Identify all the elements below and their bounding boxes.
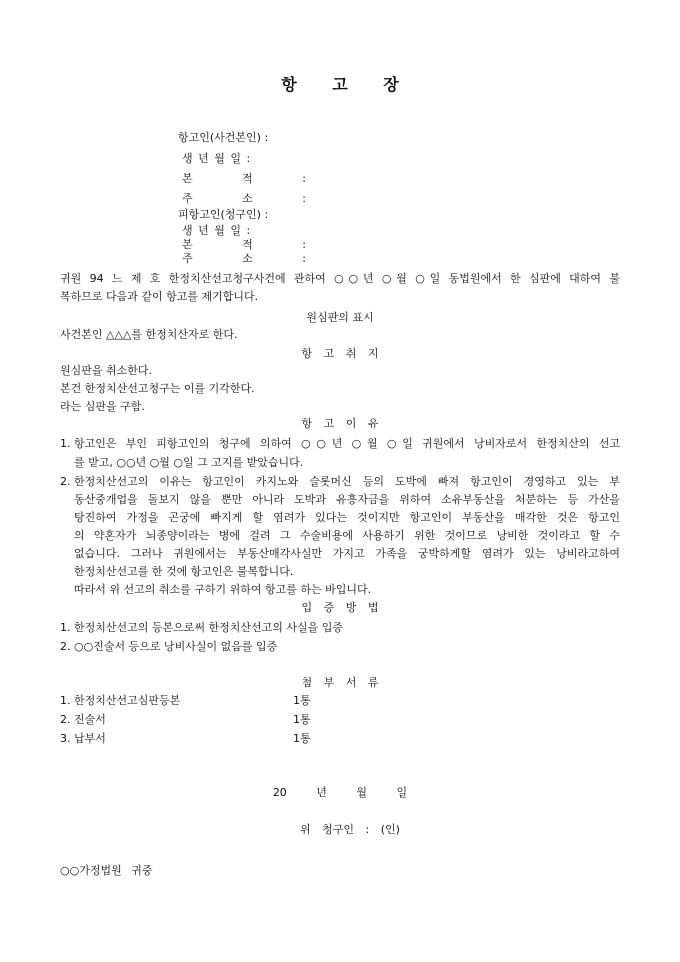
attachment-name-1: 1. 한정치산선고심판등본 [60,694,181,707]
reason-item-2 [60,475,620,605]
attachments-heading: 첨 부 서 류 [301,676,379,689]
reason-1-line-2: 를 받고, ○○년 ○월 ○일 그 고지를 받았습니다. [74,456,304,469]
evidence-heading: 입 증 방 법 [301,601,379,614]
reason-2-line-5: 없습니다. 그러나 귀원에서는 부동산매각사실만 가지고 가족을 궁박하게할 염려가 있는 낭비라고하여 [74,547,620,560]
original-heading: 원심판의 표시 [306,311,374,324]
appellant-address: 주 소 : [182,192,306,205]
appellee-domicile: 본 적 : [182,238,306,251]
attachment-qty-2: 1통 [293,713,311,726]
appellee-address: 주 소 : [182,252,306,265]
reason-1-number: 1. [60,437,71,450]
intro-line-2: 복하므로 다음과 같이 항고를 제기합니다. [60,290,259,303]
reason-2-line-1: 한정치산선고의 이유는 항고인이 카지노와 슬롯머신 등의 도박에 빠져 항고인이 경영하고 있는 부 [74,475,620,488]
reason-2-line-6: 한정치산선고를 한 것에 항고인은 불복합니다. [74,565,294,578]
appellant-birth: 생 년 월 일 : [182,152,251,165]
reason-2-line-3: 탕진하여 가정을 곤궁에 빠지게 할 염려가 있다는 것이지만 항고인이 부동산을 매각한 것은 항고인 [74,511,620,524]
attachment-qty-1: 1통 [293,694,311,707]
reason-2-line-2: 동산중개업을 돌보지 않을 뿐만 아니라 도박과 유흥자금을 위하여 소유부동산을 처분하는 등 가산을 [74,493,620,506]
evidence-item-1: 1. 한정치산선고의 등본으로써 한정치산선고의 사실을 입증 [60,621,343,634]
signature-line: 위 청구인 : (인) [300,823,400,836]
court-recipient: ○○가정법원 귀중 [60,864,153,877]
purpose-line-2: 본건 한정치산선고청구는 이를 기각한다. [60,382,255,395]
appellee-birth: 생 년 월 일 : [182,224,251,237]
appellant-label: 항고인(사건본인) : [178,131,269,144]
appellant-domicile: 본 적 : [182,172,306,185]
reason-1-line-1: 항고인은 부인 피항고인의 청구에 의하여 ○○년 ○월 ○일 귀원에서 낭비자로서 한정치산의 선고 [74,437,620,450]
reason-2-line-7: 따라서 위 선고의 취소를 구하기 위하여 항고를 하는 바입니다. [74,583,372,596]
purpose-heading: 항 고 취 지 [301,347,379,360]
purpose-line-3: 라는 심판을 구함. [60,400,145,413]
reason-2-line-4: 의 약혼자가 뇌종양이라는 병에 걸려 그 수술비용에 사용하기 위한 것이므로 낭비한 것이라고 할 수 [74,529,620,542]
date-line: 20 년 월 일 [272,786,408,799]
appellee-label: 피항고인(청구인) : [178,208,269,221]
document-title: 항 고 장 [281,75,399,94]
reasons-heading: 항 고 이 유 [301,417,379,430]
original-text: 사건본인 △△△를 한정치산자로 한다. [60,328,238,341]
attachment-qty-3: 1통 [293,732,311,745]
attachment-name-3: 3. 납부서 [60,732,106,745]
evidence-item-2: 2. ○○진술서 등으로 낭비사실이 없음를 입증 [60,640,278,653]
reason-item-1 [60,437,620,477]
reason-2-number: 2. [60,475,71,488]
attachment-name-2: 2. 진술서 [60,713,106,726]
intro-line-1: 귀원 94 느 제 호 한정치산선고청구사건에 관하여 ○○년 ○월 ○일 동법원에서 한 심판에 대하여 불 [60,272,620,285]
purpose-line-1: 원심판을 취소한다. [60,364,153,377]
